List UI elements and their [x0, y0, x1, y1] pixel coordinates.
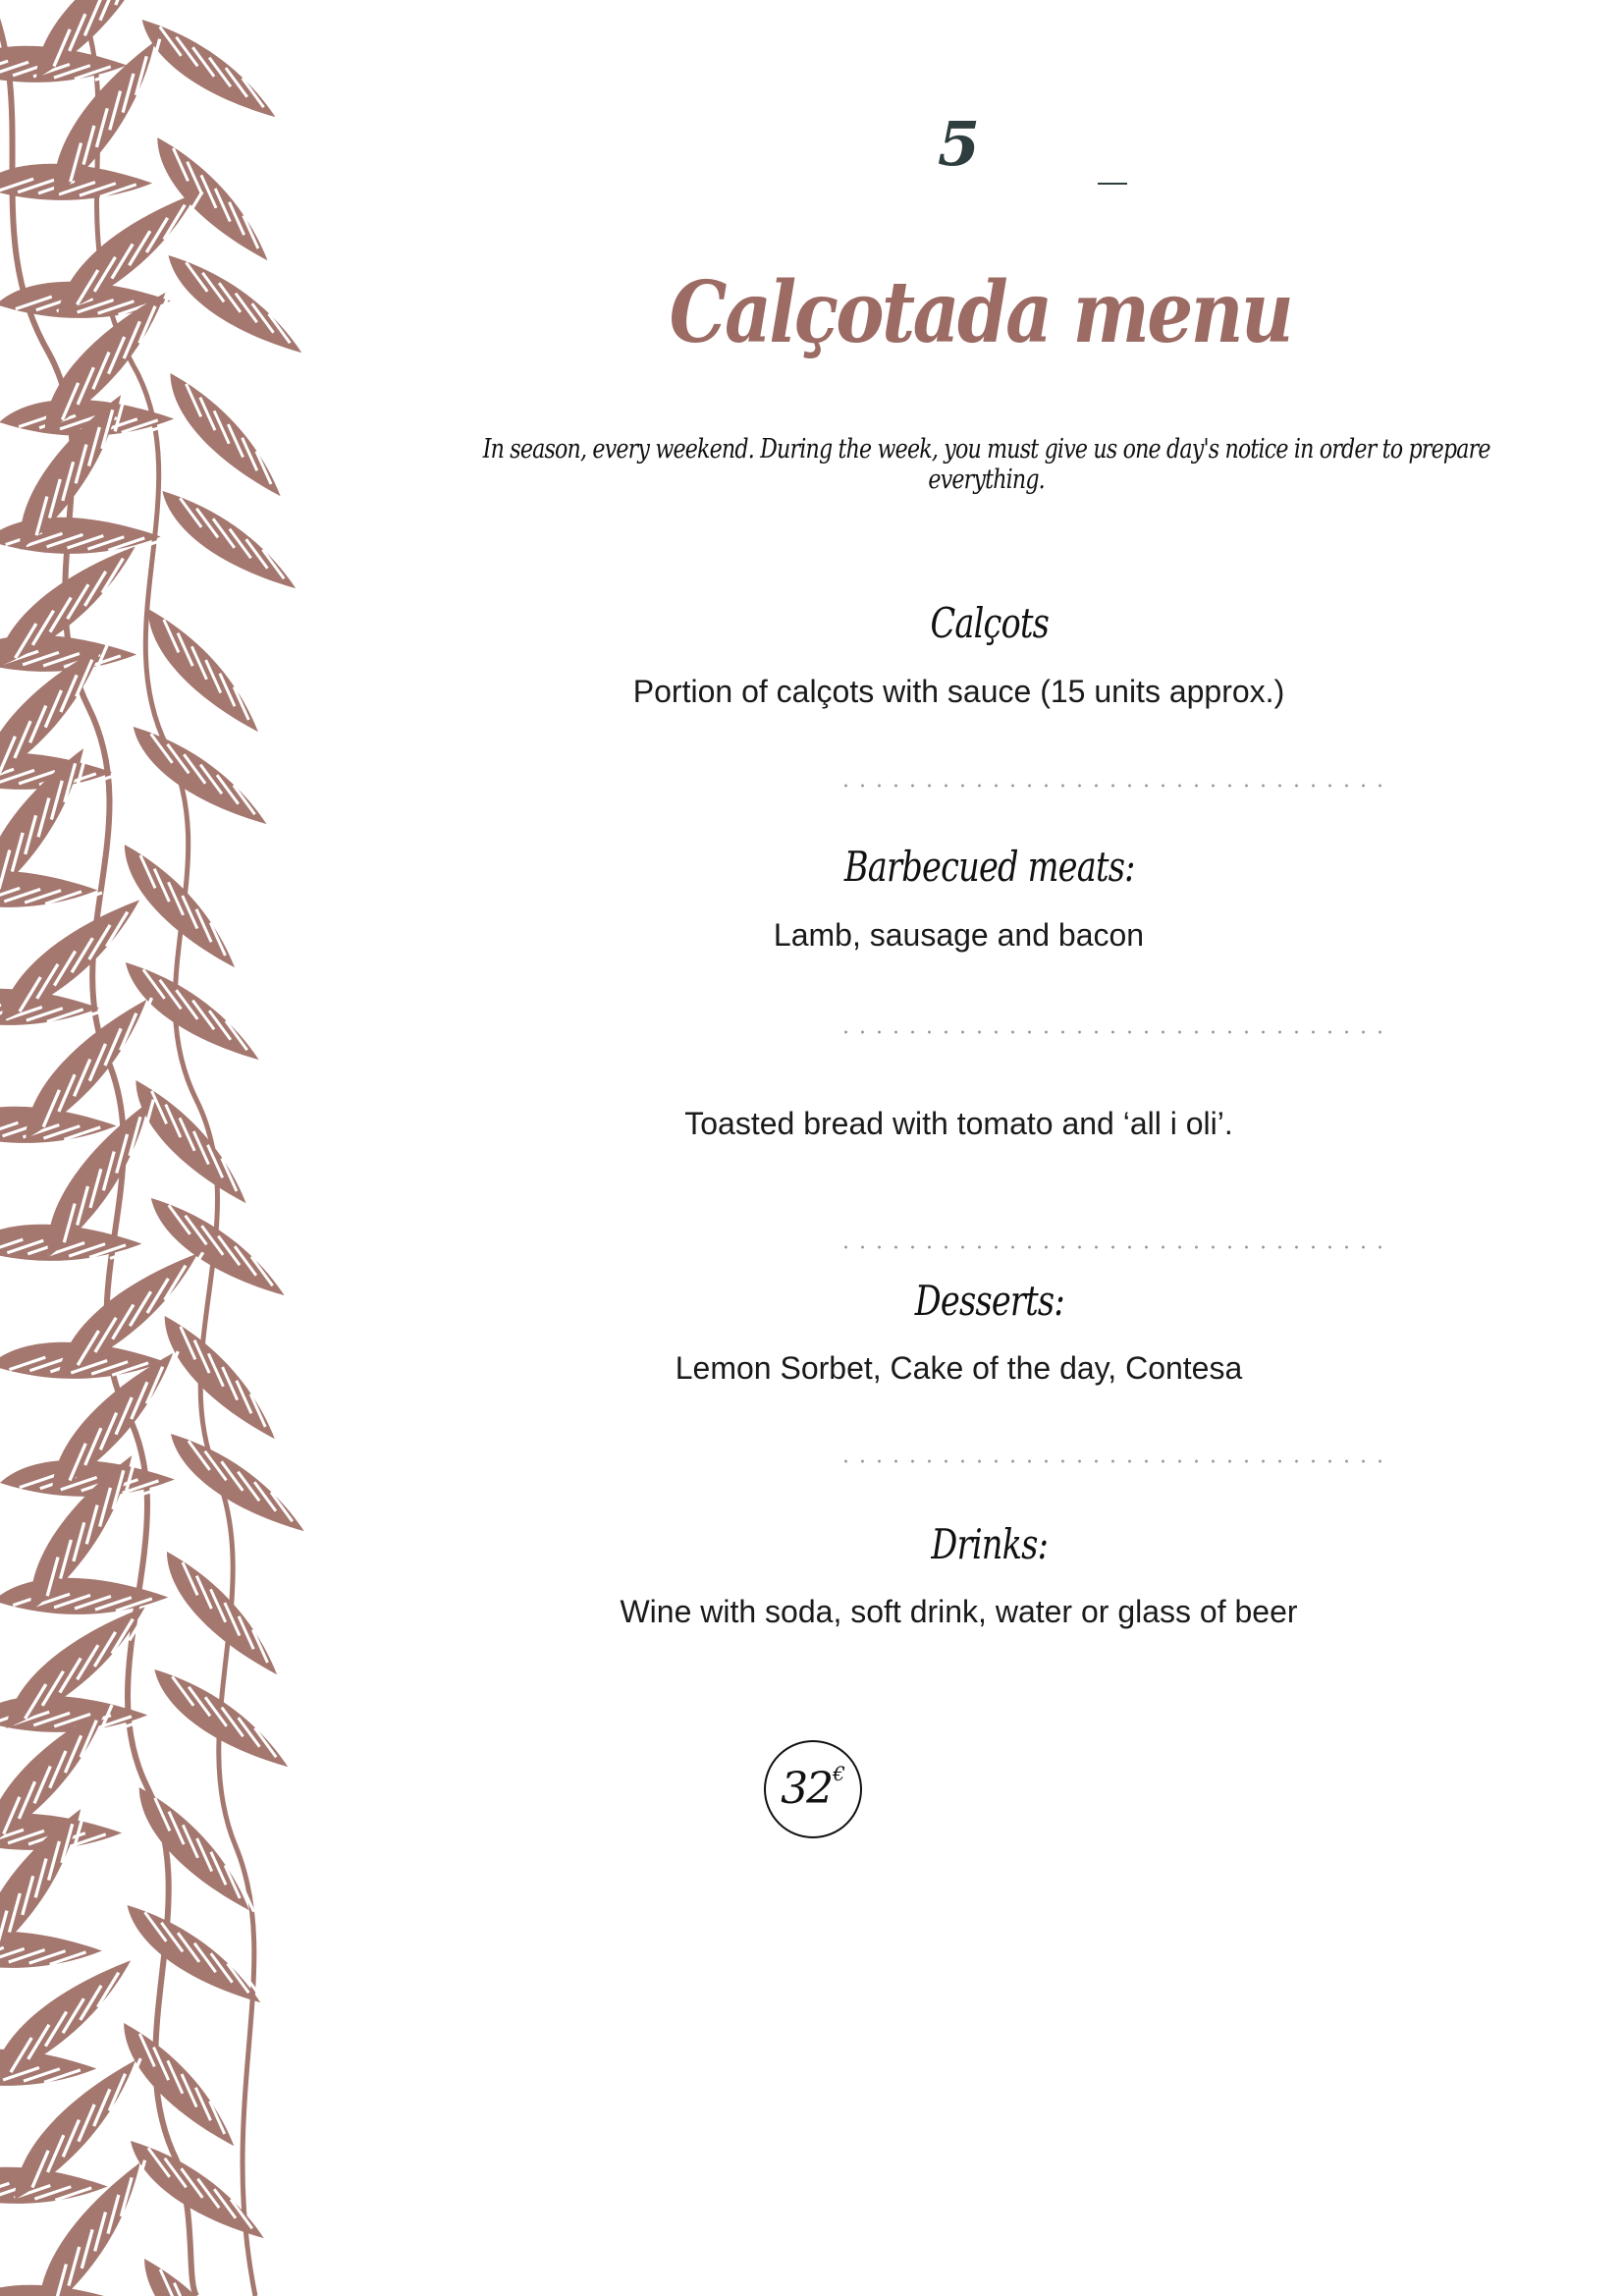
leaf-pattern-icon — [0, 0, 324, 2296]
dotted-divider — [838, 1030, 1387, 1034]
section-body-drinks: Wine with soda, soft drink, water or glass of beer — [620, 1594, 1298, 1629]
section-heading-meats: Barbecued meats: — [843, 843, 1135, 891]
dotted-divider — [838, 1245, 1387, 1249]
leaf-shape — [139, 1316, 303, 1443]
leaf-shape — [145, 373, 309, 500]
leaf-shape — [120, 2259, 284, 2296]
section-heading-calcots: Calçots — [930, 599, 1050, 647]
menu-content — [295, 0, 1623, 2296]
page-number-underline — [1098, 183, 1127, 185]
price-badge — [764, 1740, 862, 1838]
dotted-divider — [838, 1459, 1387, 1463]
section-body-desserts: Lemon Sorbet, Cake of the day, Contesa — [675, 1350, 1243, 1386]
price-currency: € — [833, 1762, 845, 1785]
section-body-calcots: Portion of calçots with sauce (15 units approx.) — [632, 674, 1285, 709]
menu-title: Calçotada menu — [669, 263, 1292, 362]
leaf-shape — [117, 727, 287, 827]
leaf-shape — [0, 1553, 173, 1646]
price-value: 32 — [781, 1764, 833, 1814]
section-heading-desserts: Desserts: — [914, 1277, 1064, 1325]
dotted-divider — [838, 784, 1387, 788]
section-body-meats: Lamb, sausage and bacon — [773, 917, 1145, 953]
leaf-shape — [146, 491, 316, 591]
leaf-shape — [114, 1787, 278, 1914]
leaf-shape — [115, 2141, 285, 2241]
section-body-bread: Toasted bread with tomato and ‘all i oli’. — [684, 1106, 1233, 1141]
menu-subtitle: In season, every weekend. During the week, you must give us one day's notice in order to prepare everything. — [482, 434, 1490, 495]
section-heading-drinks: Drinks: — [931, 1520, 1049, 1568]
page-number: 5 — [937, 108, 981, 180]
